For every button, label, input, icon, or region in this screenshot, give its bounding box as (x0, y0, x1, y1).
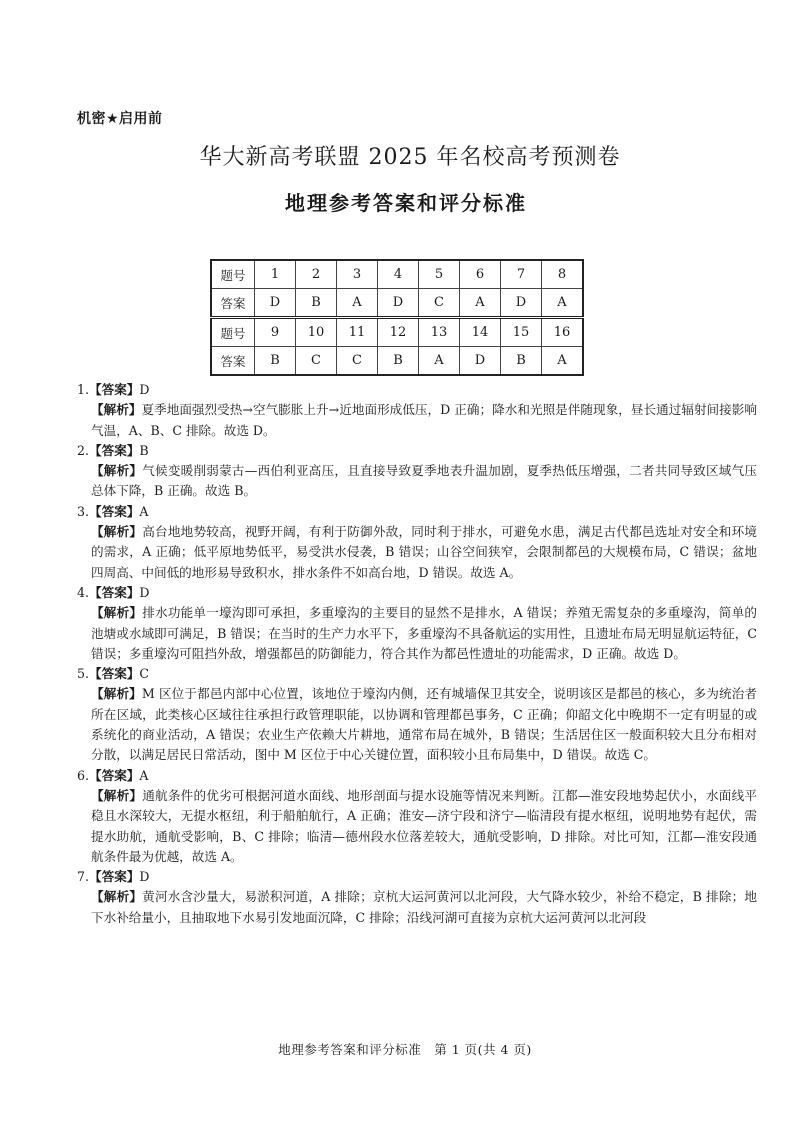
answer-cell: D (378, 289, 419, 318)
question-number-cell: 6 (460, 260, 501, 289)
question-number: 7. (77, 869, 90, 885)
question-answer-line (77, 583, 757, 603)
answer-cell: B (378, 347, 419, 376)
answer-label: 【答案】 (89, 382, 140, 397)
analysis-text: 夏季地面强烈受热→空气膨胀上升→近地面形成低压，D 正确；降水和光照是伴随现象，昼长通过辐射间接影响气温，A、B、C 排除。故选 D。 (91, 402, 757, 438)
question-number-cell: 12 (378, 318, 419, 347)
question-answer-line (77, 380, 757, 400)
analysis-label: 【解析】 (91, 524, 143, 540)
question-answer-line (77, 867, 757, 887)
question-number-row (211, 260, 583, 289)
question-number: 1. (77, 382, 90, 397)
analysis-label: 【解析】 (91, 605, 143, 621)
question-number-cell: 5 (419, 260, 460, 289)
answer-label: 【答案】 (89, 442, 140, 458)
question-number: 2. (77, 442, 90, 458)
answer-value: B (139, 442, 149, 458)
question-number-cell: 1 (255, 260, 296, 289)
question-answer-line (77, 766, 757, 786)
answer-cell: B (501, 347, 542, 376)
answer-cell: C (296, 347, 337, 376)
answer-cell: D (255, 289, 296, 318)
analysis-paragraph (91, 522, 757, 583)
question-number-cell: 16 (542, 318, 584, 347)
analysis-label: 【解析】 (91, 463, 143, 479)
answer-label: 【答案】 (89, 584, 140, 600)
question-number-row (211, 318, 583, 347)
answer-label: 【答案】 (89, 503, 140, 519)
answer-label: 【答案】 (89, 869, 140, 885)
question-answer-line (77, 502, 757, 522)
analysis-paragraph (91, 400, 757, 441)
question-number-cell: 9 (255, 318, 296, 347)
answer-value: D (139, 382, 150, 397)
question-answer-line (77, 441, 757, 461)
question-number-cell: 15 (501, 318, 542, 347)
question-number-cell: 7 (501, 260, 542, 289)
analysis-paragraph (91, 887, 757, 928)
row-label: 题号 (211, 318, 255, 347)
question-block (77, 766, 757, 867)
analysis-text: 高台地地势较高，视野开阔，有利于防御外敌，同时利于排水，可避免水患，满足古代都邑选址对安全和环境的需求，A 正确；低平原地势低平，易受洪水侵袭，B 错误；山谷空间狭窄，会限制都邑的大规模布局，C 错误；盆地四周高、中间低的地形易导致积水，排水条件不如高台地，D 错误。故选 A。 (91, 524, 758, 580)
answer-cell: B (255, 347, 296, 376)
question-block (77, 502, 757, 583)
analysis-paragraph (91, 684, 757, 765)
answer-cell: A (460, 289, 501, 318)
question-block (77, 441, 757, 502)
answer-label: 【答案】 (89, 666, 140, 682)
analysis-text: 通航条件的优劣可根据河道水面线、地形剖面与提水设施等情况来判断。江都—淮安段地势起伏小，水面线平稳且水深较大，无提水枢纽，利于船舶航行，A 正确；淮安—济宁段和济宁—临清段有提水枢纽，说明地势有起伏，需提水助航，通航受影响，B、C 排除；临清—德州段水位落差较大，通航受影响，D 排除。对比可知，江都—淮安段通航条件最为优越，故选 A。 (91, 787, 758, 864)
answer-value: D (139, 584, 150, 600)
question-number: 6. (77, 767, 90, 783)
confidential-label: 机密★启用前 (77, 111, 163, 127)
question-number-cell: 3 (337, 260, 378, 289)
row-label: 题号 (211, 260, 255, 289)
answer-value: C (139, 666, 150, 682)
answer-cell: D (460, 347, 501, 376)
page-footer: 地理参考答案和评分标准 第 1 页(共 4 页) (278, 1042, 532, 1057)
analysis-text: 气候变暖削弱蒙古—西伯利亚高压，且直接导致夏季地表升温加剧，夏季热低压增强，二者共同导致区域气压总体下降，B 正确。故选 B。 (91, 463, 758, 499)
analysis-text: M 区位于都邑内部中心位置，该地位于壕沟内侧，还有城墙保卫其安全，说明该区是都邑的核心，多为统治者所在区域，此类核心区域往往承担行政管理职能，以协调和管理都邑事务，C 正确；仰韶文化中晚期不一定有明显的或系统化的商业活动，A 错误；农业生产依赖大片耕地，通常布局在城外，B 错误；生活居住区一般面积较大且分布相对分散，以满足居民日常活动，图中 M 区位于中心关键位置，面积较小且布局集中，D 错误。故选 C。 (91, 686, 758, 763)
question-answer-line (77, 664, 757, 684)
answer-key-table (210, 259, 584, 376)
analysis-paragraph (91, 603, 757, 664)
analysis-label: 【解析】 (91, 787, 143, 803)
question-number-cell: 2 (296, 260, 337, 289)
question-number-cell: 8 (542, 260, 584, 289)
question-number: 5. (77, 666, 90, 682)
answer-cell: A (542, 289, 584, 318)
question-number-cell: 4 (378, 260, 419, 289)
solutions-section (77, 380, 757, 928)
question-block (77, 380, 757, 441)
answer-row (211, 347, 583, 376)
answer-label: 【答案】 (89, 767, 140, 783)
question-number: 4. (77, 584, 90, 600)
question-number: 3. (77, 503, 90, 519)
document-subtitle: 地理参考答案和评分标准 (285, 191, 527, 215)
answer-value: D (139, 869, 150, 885)
answer-value: A (139, 767, 149, 783)
question-number-cell: 10 (296, 318, 337, 347)
answer-cell: D (501, 289, 542, 318)
answer-cell: B (296, 289, 337, 318)
document-title: 华大新高考联盟 2025 年名校高考预测卷 (199, 145, 621, 170)
answer-cell: C (419, 289, 460, 318)
answer-cell: C (337, 347, 378, 376)
analysis-label: 【解析】 (91, 686, 142, 702)
answer-cell: A (542, 347, 584, 376)
analysis-text: 排水功能单一壕沟即可承担，多重壕沟的主要目的显然不是排水，A 错误；养殖无需复杂的多重壕沟，简单的池塘或水域即可满足，B 错误；在当时的生产力水平下，多重壕沟不具备航运的实用性，且遗址布局无明显航运特征，C 错误；多重壕沟可阻挡外敌，增强都邑的防御能力，符合其作为都邑性遗址的功能需求，D 正确。故选 D。 (91, 605, 758, 661)
answer-cell: A (419, 347, 460, 376)
analysis-paragraph (91, 786, 757, 867)
question-block (77, 664, 757, 765)
question-block (77, 583, 757, 664)
analysis-label: 【解析】 (91, 402, 142, 418)
row-label: 答案 (211, 289, 255, 318)
question-number-cell: 14 (460, 318, 501, 347)
answer-value: A (139, 503, 149, 519)
question-number-cell: 13 (419, 318, 460, 347)
answer-cell: A (337, 289, 378, 318)
analysis-paragraph (91, 461, 757, 502)
question-number-cell: 11 (337, 318, 378, 347)
row-label: 答案 (211, 347, 255, 376)
question-block (77, 867, 757, 928)
analysis-label: 【解析】 (91, 889, 143, 905)
answer-row (211, 289, 583, 318)
analysis-text: 黄河水含沙量大，易淤积河道，A 排除；京杭大运河黄河以北河段，大气降水较少，补给不稳定，B 排除；地下水补给量小，且抽取地下水易引发地面沉降，C 排除；沿线河湖可直接为京杭大运河黄河以北河段 (91, 889, 757, 925)
